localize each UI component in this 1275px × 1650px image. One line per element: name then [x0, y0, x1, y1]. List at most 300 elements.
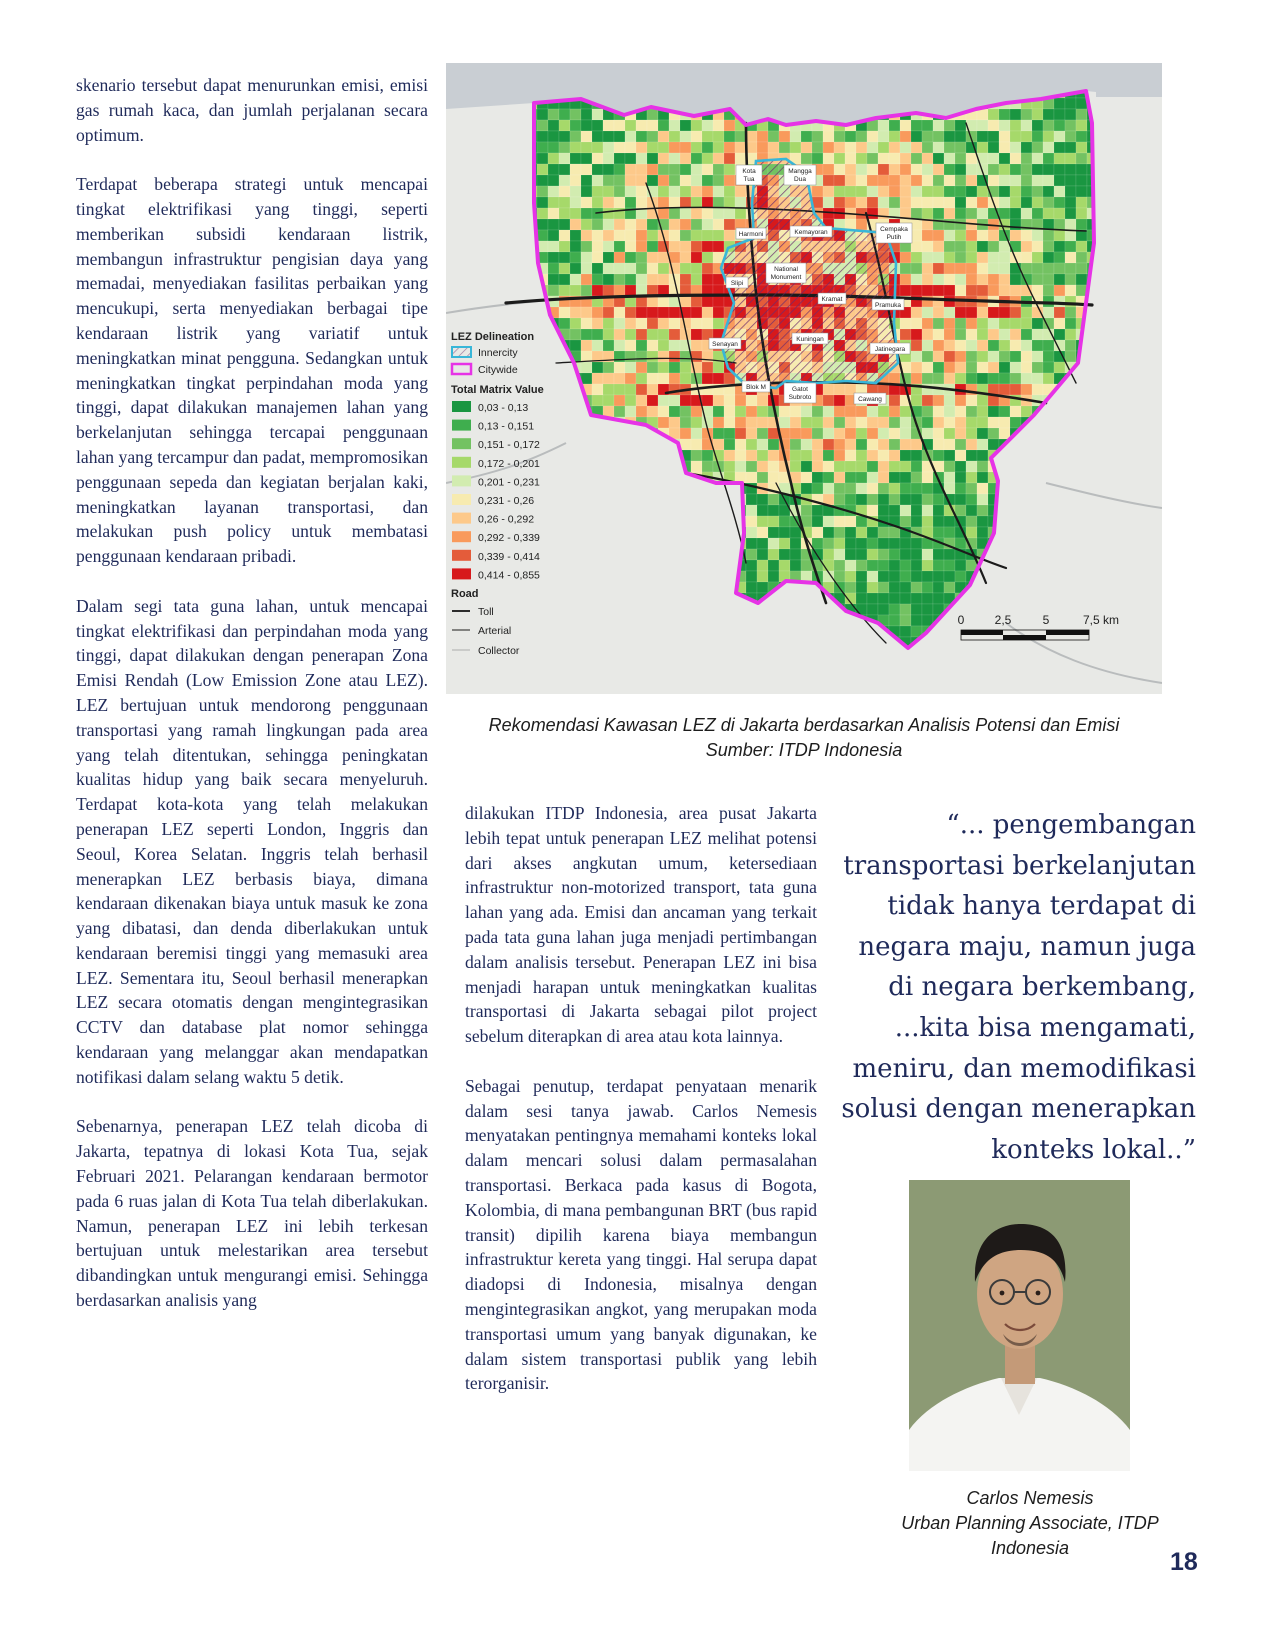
grid-cell [647, 252, 658, 263]
grid-cell [1021, 329, 1032, 340]
grid-cell [845, 472, 856, 483]
grid-cell [1032, 230, 1043, 241]
grid-cell [614, 197, 625, 208]
grid-cell [658, 153, 669, 164]
grid-cell [625, 186, 636, 197]
grid-cell [757, 527, 768, 538]
grid-cell [911, 307, 922, 318]
grid-cell [867, 417, 878, 428]
grid-cell [570, 197, 581, 208]
grid-cell [724, 406, 735, 417]
grid-cell [1043, 164, 1054, 175]
grid-cell [581, 340, 592, 351]
grid-cell [680, 296, 691, 307]
grid-cell [845, 538, 856, 549]
grid-cell [603, 340, 614, 351]
grid-cell [834, 131, 845, 142]
grid-cell [680, 142, 691, 153]
grid-cell [581, 241, 592, 252]
grid-cell [933, 318, 944, 329]
grid-cell [1054, 285, 1065, 296]
grid-cell [1021, 241, 1032, 252]
grid-cell [878, 483, 889, 494]
grid-cell [647, 274, 658, 285]
grid-cell [592, 329, 603, 340]
grid-cell [548, 274, 559, 285]
grid-cell [911, 439, 922, 450]
grid-cell [845, 516, 856, 527]
grid-cell [955, 351, 966, 362]
grid-cell [691, 329, 702, 340]
grid-cell [856, 593, 867, 604]
grid-cell [900, 593, 911, 604]
grid-cell [559, 263, 570, 274]
grid-cell [955, 406, 966, 417]
grid-cell [955, 164, 966, 175]
grid-cell [680, 219, 691, 230]
grid-cell [922, 428, 933, 439]
grid-cell [1021, 164, 1032, 175]
grid-cell [944, 131, 955, 142]
grid-cell [636, 329, 647, 340]
legend-class-swatch [452, 457, 471, 468]
grid-cell [878, 527, 889, 538]
grid-cell [603, 318, 614, 329]
grid-cell [691, 296, 702, 307]
grid-cell [746, 395, 757, 406]
grid-cell [768, 505, 779, 516]
grid-cell [988, 373, 999, 384]
grid-cell [636, 395, 647, 406]
grid-cell [922, 175, 933, 186]
grid-cell [713, 197, 724, 208]
legend-class-swatch [452, 438, 471, 449]
grid-cell [1065, 340, 1076, 351]
legend-class-label: 0,231 - 0,26 [478, 495, 535, 507]
grid-cell [713, 186, 724, 197]
legend-class-label: 0,201 - 0,231 [478, 476, 540, 489]
grid-cell [581, 362, 592, 373]
grid-cell [845, 494, 856, 505]
grid-cell [812, 505, 823, 516]
grid-cell [1021, 186, 1032, 197]
grid-cell [658, 362, 669, 373]
grid-cell [1054, 208, 1065, 219]
grid-cell [1032, 274, 1043, 285]
grid-cell [746, 571, 757, 582]
grid-cell [977, 120, 988, 131]
grid-cell [999, 285, 1010, 296]
grid-cell [867, 131, 878, 142]
grid-cell [669, 329, 680, 340]
grid-cell [922, 153, 933, 164]
grid-cell [1076, 241, 1087, 252]
grid-cell [999, 175, 1010, 186]
grid-cell [988, 175, 999, 186]
grid-cell [636, 318, 647, 329]
legend-class-label: 0,03 - 0,13 [478, 402, 529, 414]
grid-cell [757, 549, 768, 560]
grid-cell [768, 571, 779, 582]
grid-cell [801, 439, 812, 450]
grid-cell [977, 109, 988, 120]
grid-cell [933, 362, 944, 373]
grid-cell [834, 571, 845, 582]
grid-cell [746, 450, 757, 461]
grid-cell [537, 120, 548, 131]
grid-cell [757, 131, 768, 142]
grid-cell [669, 153, 680, 164]
grid-cell [603, 153, 614, 164]
grid-cell [944, 428, 955, 439]
grid-cell [812, 142, 823, 153]
grid-cell [845, 131, 856, 142]
grid-cell [944, 208, 955, 219]
grid-cell [823, 395, 834, 406]
grid-cell [933, 527, 944, 538]
grid-cell [944, 186, 955, 197]
grid-cell [647, 318, 658, 329]
grid-cell [834, 406, 845, 417]
grid-cell [713, 439, 724, 450]
grid-cell [823, 450, 834, 461]
grid-cell [647, 142, 658, 153]
legend-class-label: 0,414 - 0,855 [478, 569, 540, 582]
grid-cell [768, 131, 779, 142]
grid-cell [977, 318, 988, 329]
grid-cell [636, 362, 647, 373]
grid-cell [779, 538, 790, 549]
grid-cell [812, 153, 823, 164]
grid-cell [845, 560, 856, 571]
grid-cell [768, 439, 779, 450]
grid-cell [1010, 208, 1021, 219]
grid-cell [658, 274, 669, 285]
grid-cell [988, 417, 999, 428]
grid-cell [702, 395, 713, 406]
grid-cell [1021, 406, 1032, 417]
grid-cell [1043, 175, 1054, 186]
sea-area-east [1096, 63, 1162, 97]
grid-cell [1032, 186, 1043, 197]
grid-cell [889, 461, 900, 472]
grid-cell [559, 252, 570, 263]
grid-cell [724, 461, 735, 472]
grid-cell [1076, 120, 1087, 131]
map-caption-source: Sumber: ITDP Indonesia [705, 740, 903, 760]
grid-cell [977, 362, 988, 373]
grid-cell [647, 263, 658, 274]
grid-cell [713, 307, 724, 318]
grid-cell [999, 362, 1010, 373]
grid-cell [900, 626, 911, 637]
scale-label-2-5: 2,5 [994, 613, 1012, 627]
grid-cell [702, 230, 713, 241]
grid-cell [581, 318, 592, 329]
grid-cell [625, 395, 636, 406]
grid-cell [1076, 186, 1087, 197]
grid-cell [856, 494, 867, 505]
grid-cell [1043, 241, 1054, 252]
grid-cell [1032, 329, 1043, 340]
grid-cell [548, 142, 559, 153]
grid-cell [581, 285, 592, 296]
grid-cell [625, 362, 636, 373]
grid-cell [746, 417, 757, 428]
grid-cell [636, 186, 647, 197]
grid-cell [746, 560, 757, 571]
grid-cell [790, 406, 801, 417]
grid-cell [933, 252, 944, 263]
grid-cell [834, 494, 845, 505]
grid-cell [878, 406, 889, 417]
grid-cell [1065, 230, 1076, 241]
grid-cell [680, 395, 691, 406]
grid-cell [834, 560, 845, 571]
grid-cell [581, 131, 592, 142]
grid-cell [900, 274, 911, 285]
grid-cell [570, 186, 581, 197]
grid-cell [1010, 164, 1021, 175]
grid-cell [1032, 208, 1043, 219]
grid-cell [834, 175, 845, 186]
legend-class-label: 0,172 - 0,201 [478, 457, 540, 470]
grid-cell [812, 483, 823, 494]
grid-cell [977, 208, 988, 219]
grid-cell [999, 208, 1010, 219]
grid-cell [911, 219, 922, 230]
grid-cell [658, 395, 669, 406]
grid-cell [911, 153, 922, 164]
grid-cell [977, 197, 988, 208]
grid-cell [779, 560, 790, 571]
grid-cell [1032, 197, 1043, 208]
grid-cell [735, 395, 746, 406]
grid-cell [614, 395, 625, 406]
legend-class-swatch [452, 531, 471, 542]
grid-cell [1032, 285, 1043, 296]
grid-cell [966, 516, 977, 527]
grid-cell [658, 307, 669, 318]
grid-cell [691, 307, 702, 318]
grid-cell [603, 263, 614, 274]
grid-cell [966, 175, 977, 186]
grid-cell [680, 208, 691, 219]
grid-cell [1065, 307, 1076, 318]
grid-cell [625, 274, 636, 285]
grid-cell [1043, 208, 1054, 219]
grid-cell [735, 461, 746, 472]
grid-cell [944, 395, 955, 406]
grid-cell [625, 340, 636, 351]
legend-class-swatch [452, 513, 471, 524]
grid-cell [691, 417, 702, 428]
legend-class-swatch [452, 401, 471, 412]
grid-cell [636, 252, 647, 263]
grid-cell [724, 230, 735, 241]
grid-cell [592, 384, 603, 395]
grid-cell [768, 142, 779, 153]
grid-cell [625, 384, 636, 395]
grid-cell [1010, 153, 1021, 164]
grid-cell [779, 131, 790, 142]
grid-cell [713, 395, 724, 406]
grid-cell [823, 527, 834, 538]
grid-cell [581, 307, 592, 318]
grid-cell [548, 120, 559, 131]
grid-cell [1021, 131, 1032, 142]
grid-cell [900, 120, 911, 131]
grid-cell [900, 461, 911, 472]
grid-cell [867, 450, 878, 461]
grid-cell [1054, 219, 1065, 230]
grid-cell [922, 307, 933, 318]
grid-cell [889, 439, 900, 450]
grid-cell [999, 417, 1010, 428]
grid-cell [559, 219, 570, 230]
grid-cell [911, 571, 922, 582]
svg-text:Senayan: Senayan [712, 341, 738, 348]
grid-cell [757, 538, 768, 549]
grid-cell [1010, 362, 1021, 373]
grid-cell [669, 395, 680, 406]
grid-cell [933, 406, 944, 417]
grid-cell [966, 527, 977, 538]
grid-cell [1076, 197, 1087, 208]
grid-cell [955, 285, 966, 296]
grid-cell [669, 186, 680, 197]
grid-cell [614, 219, 625, 230]
grid-cell [922, 560, 933, 571]
grid-cell [988, 142, 999, 153]
grid-cell [944, 560, 955, 571]
grid-cell [647, 120, 658, 131]
place-label-mangga-dua [784, 165, 816, 185]
grid-cell [669, 241, 680, 252]
grid-cell [966, 340, 977, 351]
grid-cell [933, 373, 944, 384]
grid-cell [1054, 197, 1065, 208]
grid-cell [911, 604, 922, 615]
grid-cell [1010, 417, 1021, 428]
grid-cell [680, 274, 691, 285]
grid-cell [856, 538, 867, 549]
grid-cell [944, 230, 955, 241]
grid-cell [812, 516, 823, 527]
grid-cell [1076, 274, 1087, 285]
grid-cell [691, 263, 702, 274]
grid-cell [658, 329, 669, 340]
grid-cell [966, 351, 977, 362]
grid-cell [878, 439, 889, 450]
pull-quote: “... pengembangan transportasi berkelanjutan tidak hanya terdapat di negara maju, namun juga di negara berkembang, ...kita bisa mengamati, meniru, dan memodifikasi solusi dengan menerapkan konteks lokal..” [841, 810, 1196, 1165]
grid-cell [966, 263, 977, 274]
grid-cell [922, 142, 933, 153]
grid-cell [669, 230, 680, 241]
grid-cell [592, 307, 603, 318]
grid-cell [922, 197, 933, 208]
grid-cell [834, 395, 845, 406]
svg-text:Kemayoran: Kemayoran [794, 229, 828, 236]
grid-cell [702, 219, 713, 230]
grid-cell [999, 340, 1010, 351]
grid-cell [911, 340, 922, 351]
grid-cell [867, 153, 878, 164]
grid-cell [922, 362, 933, 373]
grid-cell [1043, 142, 1054, 153]
grid-cell [1043, 274, 1054, 285]
grid-cell [834, 538, 845, 549]
grid-cell [1010, 285, 1021, 296]
grid-cell [823, 428, 834, 439]
grid-cell [867, 604, 878, 615]
grid-cell [658, 197, 669, 208]
grid-cell [955, 505, 966, 516]
grid-cell [944, 329, 955, 340]
grid-cell [1054, 109, 1065, 120]
grid-cell [1054, 230, 1065, 241]
grid-cell [988, 406, 999, 417]
grid-cell [592, 131, 603, 142]
grid-cell [944, 219, 955, 230]
grid-cell [647, 340, 658, 351]
grid-cell [636, 164, 647, 175]
grid-cell [768, 450, 779, 461]
grid-cell [581, 274, 592, 285]
grid-cell [735, 208, 746, 219]
grid-cell [900, 428, 911, 439]
grid-cell [691, 197, 702, 208]
grid-cell [636, 153, 647, 164]
grid-cell [922, 318, 933, 329]
grid-cell [812, 417, 823, 428]
grid-cell [669, 340, 680, 351]
grid-cell [966, 329, 977, 340]
grid-cell [1054, 142, 1065, 153]
grid-cell [757, 582, 768, 593]
grid-cell [988, 307, 999, 318]
place-label-senayan [709, 338, 741, 349]
grid-cell [669, 197, 680, 208]
grid-cell [889, 428, 900, 439]
grid-cell [922, 571, 933, 582]
grid-cell [702, 450, 713, 461]
grid-cell [603, 373, 614, 384]
grid-cell [1010, 142, 1021, 153]
grid-cell [933, 142, 944, 153]
grid-cell [614, 175, 625, 186]
grid-cell [636, 285, 647, 296]
grid-cell [889, 615, 900, 626]
grid-cell [614, 384, 625, 395]
grid-cell [856, 527, 867, 538]
grid-cell [570, 131, 581, 142]
grid-cell [592, 395, 603, 406]
grid-cell [988, 131, 999, 142]
grid-cell [867, 527, 878, 538]
grid-cell [581, 252, 592, 263]
grid-cell [966, 230, 977, 241]
legend-collector-label: Collector [478, 645, 520, 657]
left-paragraph-3: Dalam segi tata guna lahan, untuk mencapai tingkat elektrifikasi dan perpindahan moda yang tinggi, dapat dilakukan dengan penerapan Zona Emisi Rendah (Low Emission Zone atau LEZ). LEZ bertujuan untuk mendorong penggunaan transportasi yang ramah lingkungan pada area yang telah ditentukan, sehingga peningkatan kualitas hidup yang baik secara menyeluruh. Terdapat kota-kota yang telah melakukan penerapan LEZ seperti London, Inggris dan Seoul, Korea Selatan. Inggris telah berhasil menerapkan LEZ berbasis biaya, dimana kendaraan dikenakan biaya untuk masuk ke zona yang dibatasi, dan denda diberlakukan untuk kendaraan beremisi tinggi yang memasuki area LEZ. Sementara itu, Seoul berhasil menerapkan LEZ secara otomatis dengan mengintegrasikan CCTV dan database plat nomor sehingga kendaraan yang melanggar akan mendapatkan notifikasi dalam selang waktu 5 detik. [76, 595, 428, 1087]
grid-cell [647, 131, 658, 142]
grid-cell [900, 516, 911, 527]
grid-cell [713, 241, 724, 252]
grid-cell [592, 186, 603, 197]
grid-cell [955, 252, 966, 263]
grid-cell [592, 164, 603, 175]
grid-cell [790, 538, 801, 549]
